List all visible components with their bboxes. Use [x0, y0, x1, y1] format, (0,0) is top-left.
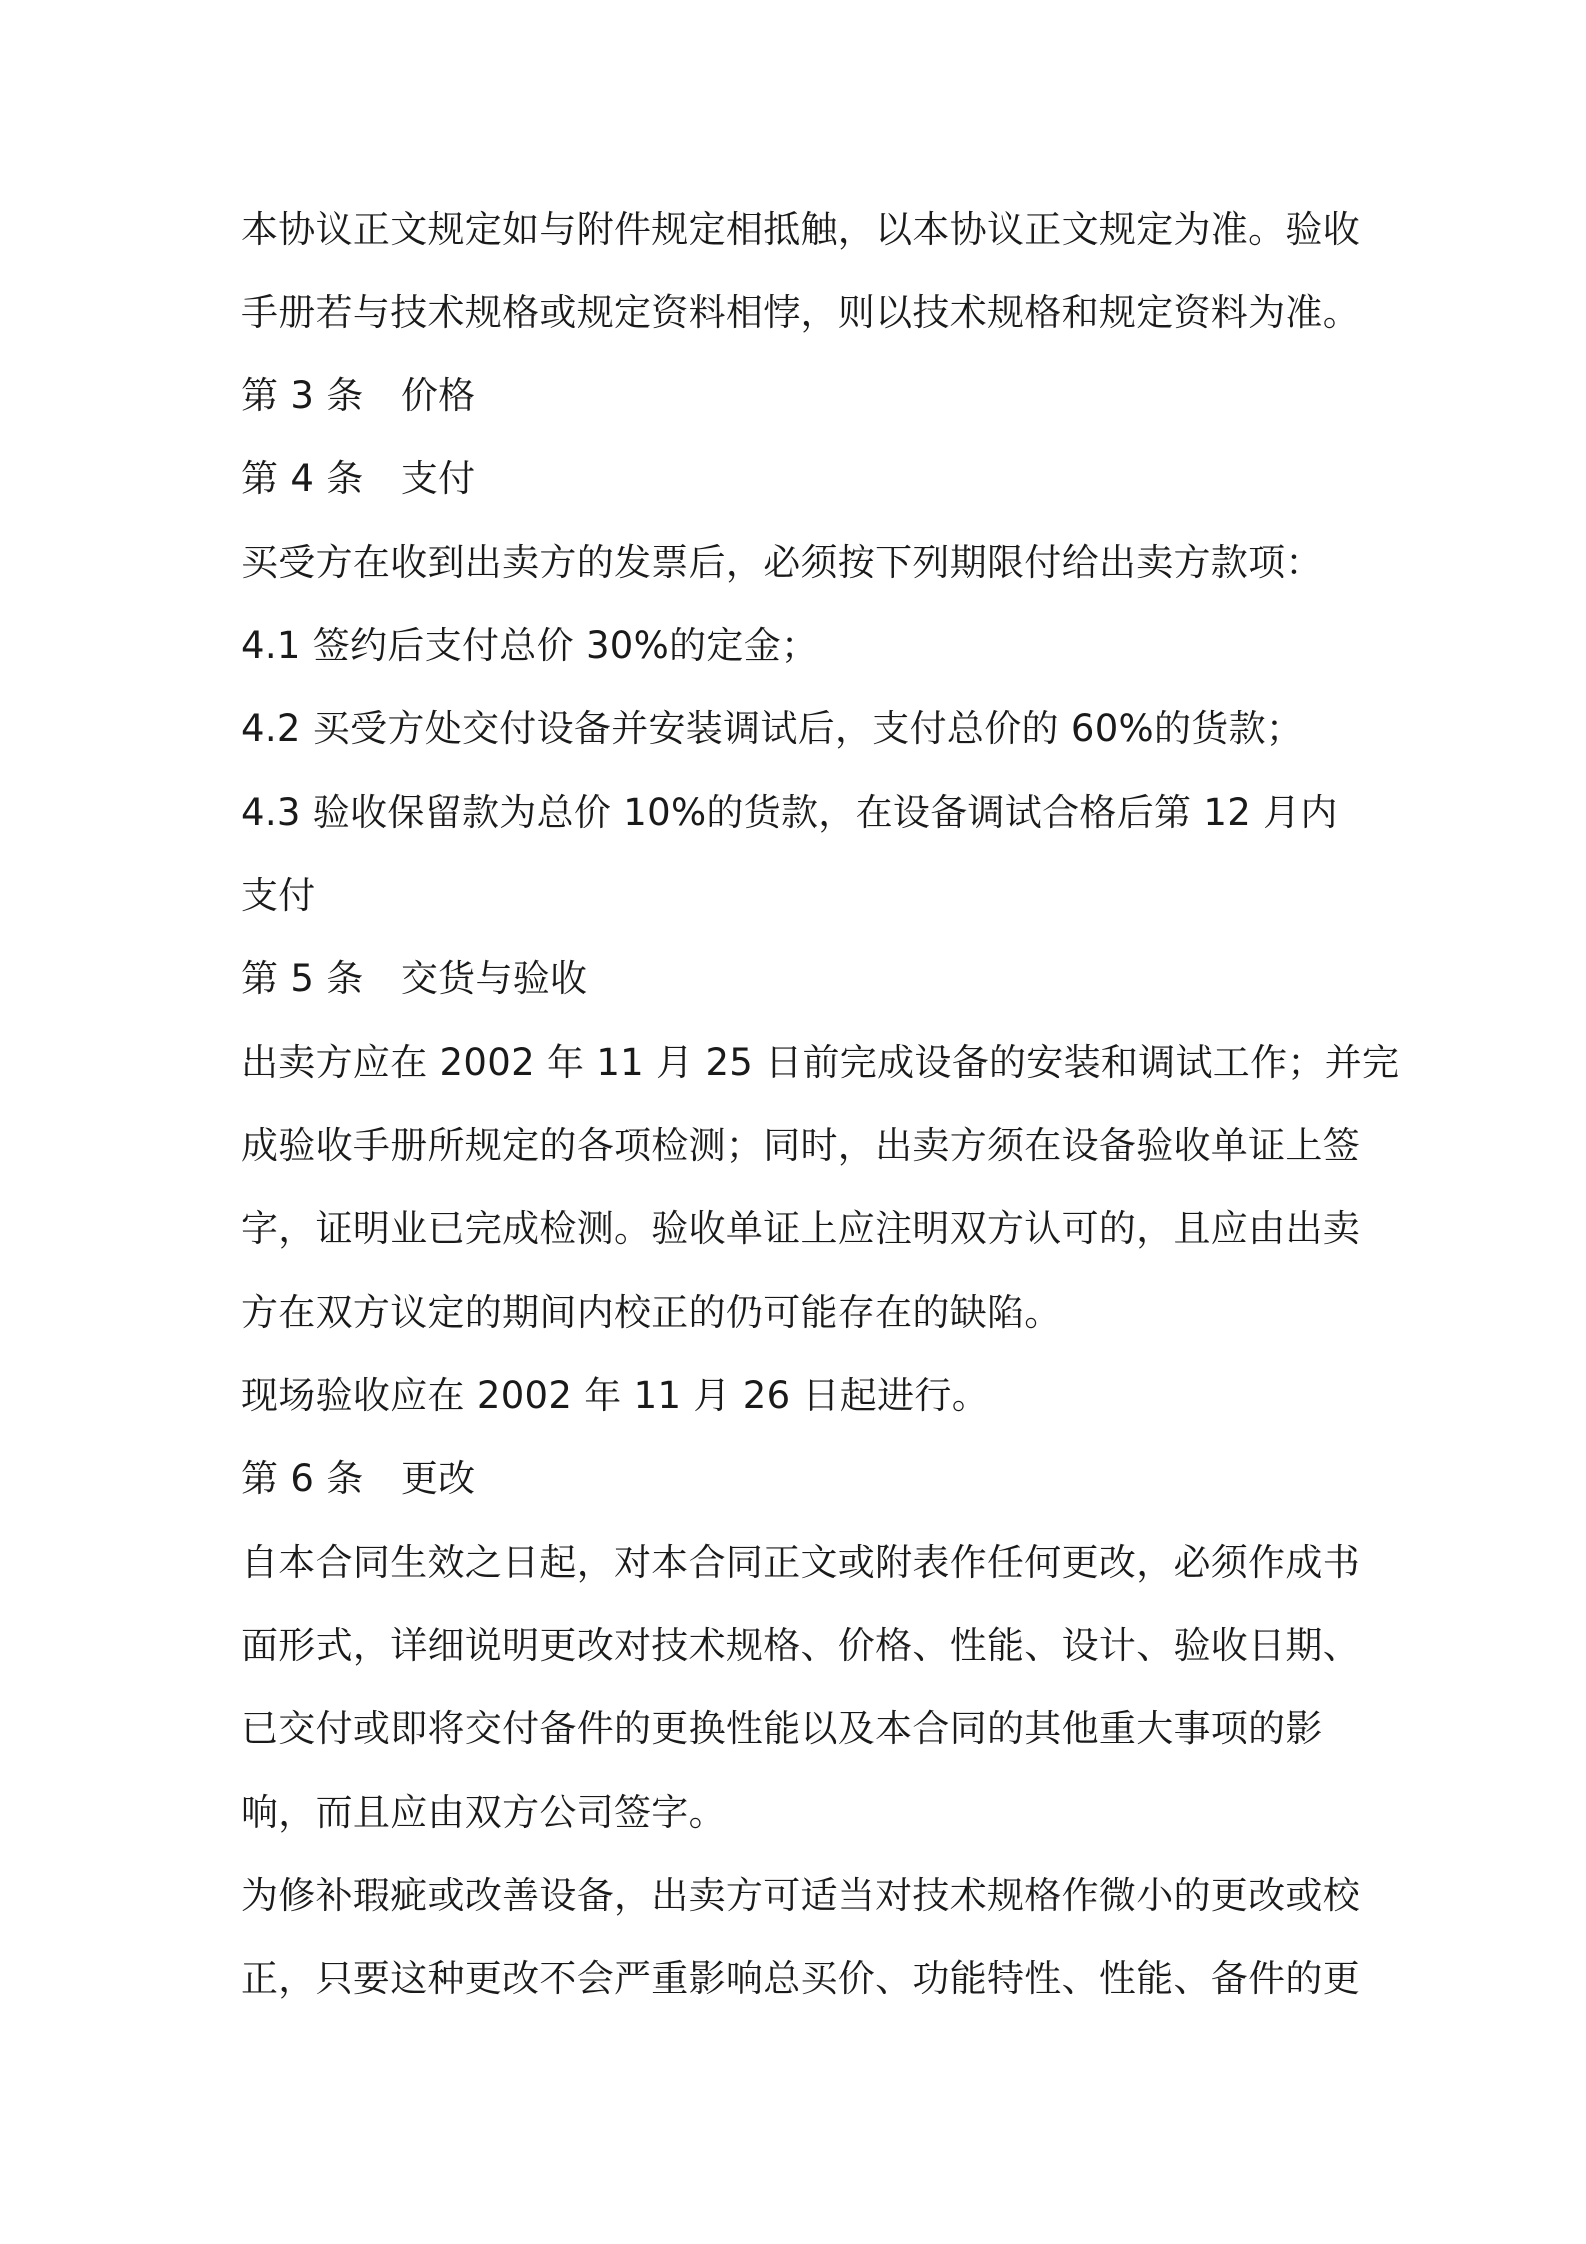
text-line: 买受方在收到出卖方的发票后，必须按下列期限付给出卖方款项：: [241, 541, 1323, 584]
text-line: 为修补瑕疵或改善设备，出卖方可适当对技术规格作微小的更改或校: [241, 1874, 1360, 1917]
text-line: 现场验收应在 2002 年 11 月 26 日起进行。: [241, 1374, 989, 1417]
text-line: 出卖方应在 2002 年 11 月 25 日前完成设备的安装和调试工作；并完: [241, 1041, 1400, 1084]
section-heading: 第 6 条 更改: [241, 1457, 476, 1500]
text-line: 方在双方议定的期间内校正的仍可能存在的缺陷。: [241, 1291, 1062, 1334]
list-item: 4.1 签约后支付总价 30%的定金；: [241, 624, 819, 667]
text-line: 已交付或即将交付备件的更换性能以及本合同的其他重大事项的影: [241, 1707, 1323, 1750]
text-line: 字，证明业已完成检测。验收单证上应注明双方认可的，且应由出卖: [241, 1207, 1360, 1250]
text-line: 响，而且应由双方公司签字。: [241, 1791, 726, 1834]
section-heading: 第 4 条 支付: [241, 457, 476, 500]
text-line: 面形式，详细说明更改对技术规格、价格、性能、设计、验收日期、: [241, 1624, 1360, 1667]
text-line: 正，只要这种更改不会严重影响总买价、功能特性、性能、备件的更: [241, 1957, 1360, 2000]
text-line: 支付: [241, 874, 316, 917]
text-line: 手册若与技术规格或规定资料相悖，则以技术规格和规定资料为准。: [241, 291, 1360, 334]
list-item: 4.2 买受方处交付设备并安装调试后，支付总价的 60%的货款；: [241, 707, 1304, 750]
list-item: 4.3 验收保留款为总价 10%的货款，在设备调试合格后第 12 月内: [241, 791, 1338, 834]
text-line: 自本合同生效之日起，对本合同正文或附表作任何更改，必须作成书: [241, 1541, 1360, 1584]
section-heading: 第 5 条 交货与验收: [241, 957, 588, 1000]
text-line: 本协议正文规定如与附件规定相抵触，以本协议正文规定为准。验收: [241, 208, 1360, 251]
section-heading: 第 3 条 价格: [241, 374, 476, 417]
text-line: 成验收手册所规定的各项检测；同时，出卖方须在设备验收单证上签: [241, 1124, 1360, 1167]
